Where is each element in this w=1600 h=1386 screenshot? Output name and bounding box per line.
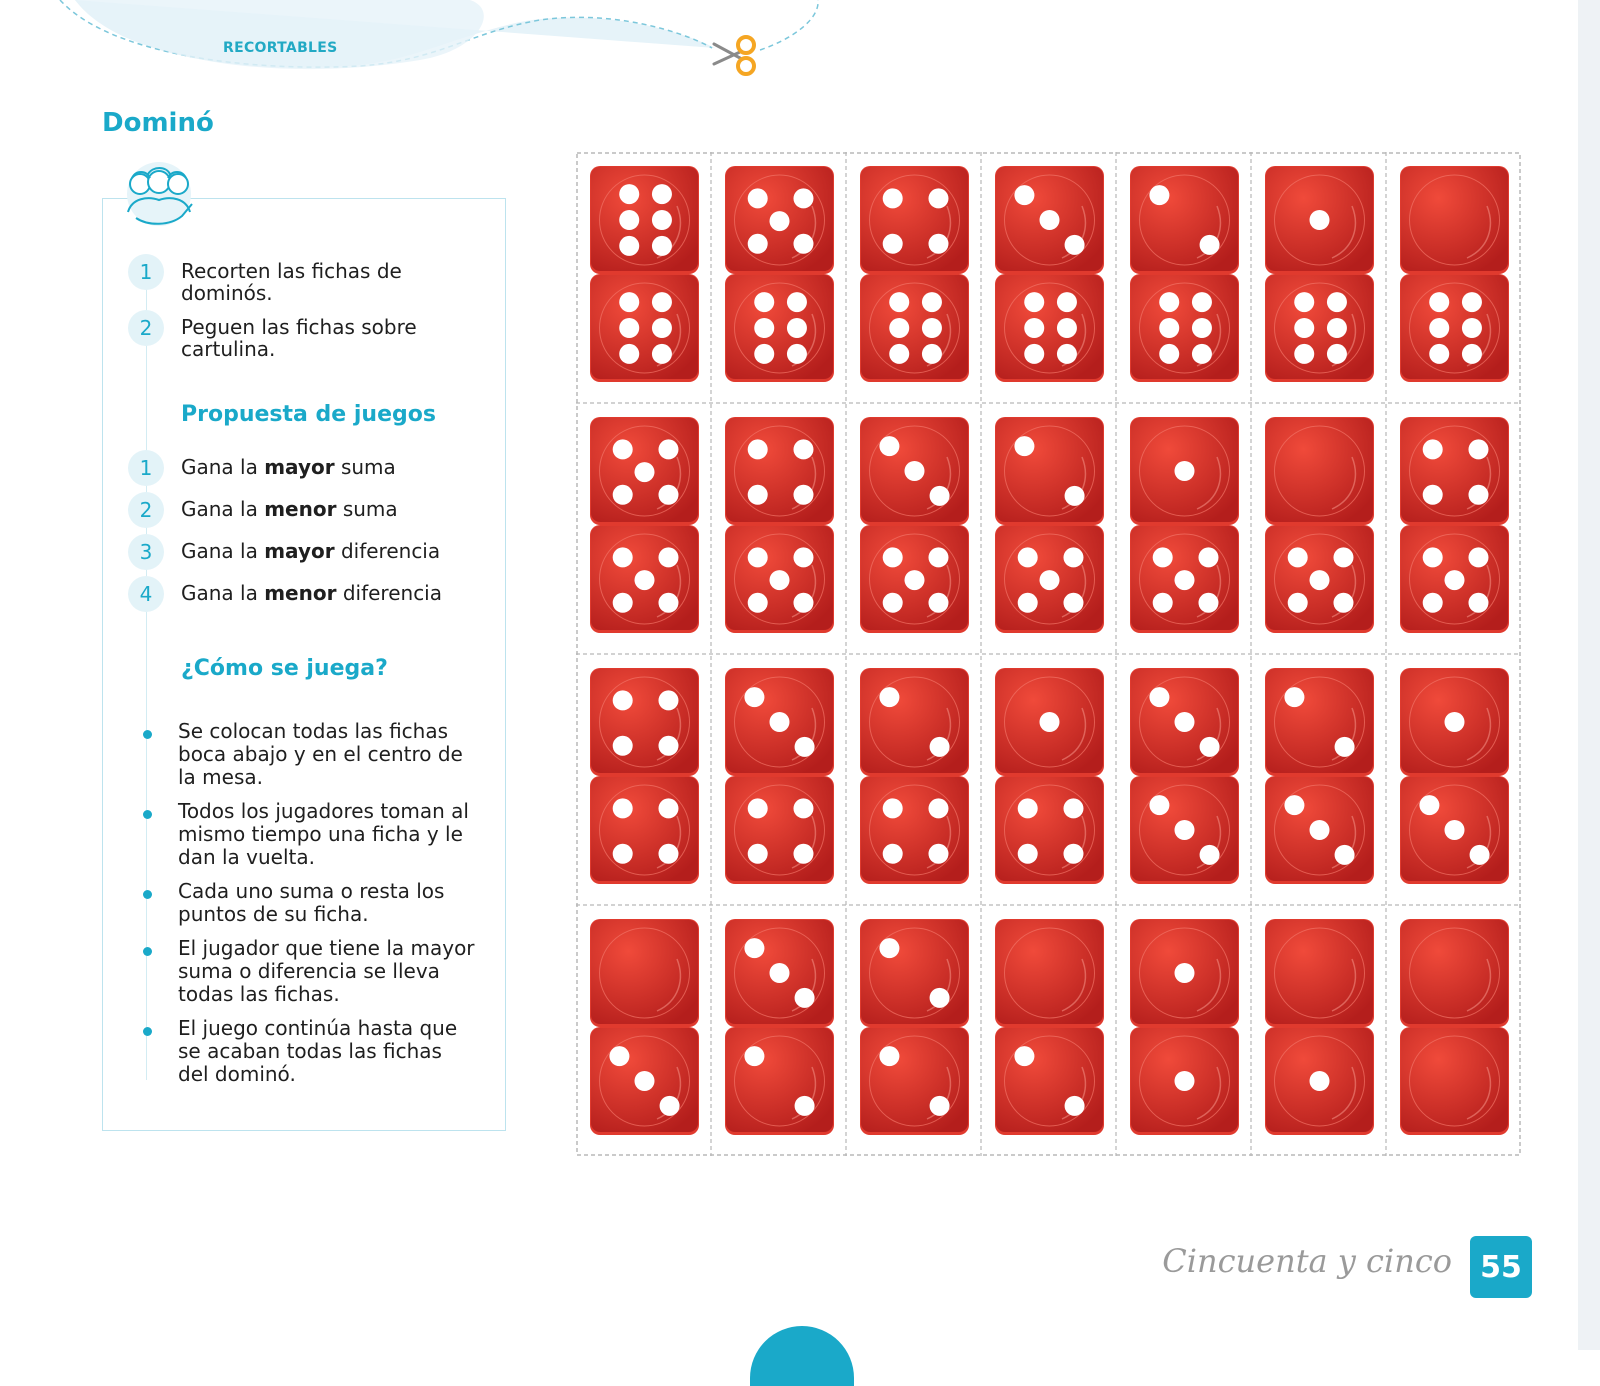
domino-pip xyxy=(1159,318,1179,338)
step-text: Peguen las fichas sobre cartulina. xyxy=(181,315,417,361)
domino-pip xyxy=(930,1096,950,1116)
domino-face xyxy=(726,1028,833,1132)
domino-pip xyxy=(1445,570,1465,590)
domino-face xyxy=(1401,418,1508,522)
domino-face xyxy=(861,275,968,379)
domino-pip xyxy=(1063,798,1083,818)
rule-bullet xyxy=(143,730,152,739)
domino-pip xyxy=(748,798,768,818)
domino-pip xyxy=(619,184,639,204)
domino-pip xyxy=(652,344,672,364)
scissors-icon xyxy=(710,34,758,78)
domino-face xyxy=(591,275,698,379)
domino-tile xyxy=(1400,668,1509,884)
domino-pip xyxy=(883,593,903,613)
domino-pip xyxy=(1018,844,1038,864)
domino-pip xyxy=(613,736,633,756)
domino-tile xyxy=(725,668,834,884)
domino-pip xyxy=(1040,570,1060,590)
domino-pip xyxy=(744,938,764,958)
domino-pip xyxy=(658,547,678,567)
step-number: 2 xyxy=(128,310,164,346)
domino-tile xyxy=(1265,919,1374,1135)
domino-pip xyxy=(748,844,768,864)
domino-tile xyxy=(725,919,834,1135)
domino-pip xyxy=(658,690,678,710)
domino-face xyxy=(591,167,698,271)
domino-pip xyxy=(928,798,948,818)
rule-bullet xyxy=(143,947,152,956)
domino-pip xyxy=(889,344,909,364)
page-number-words: Cincuenta y cinco xyxy=(1162,1242,1452,1280)
domino-pip xyxy=(795,1096,815,1116)
domino-face xyxy=(591,669,698,773)
domino-pip xyxy=(889,292,909,312)
domino-pip xyxy=(1065,1096,1085,1116)
game-text: Gana la mayor suma xyxy=(181,455,396,479)
domino-pip xyxy=(1462,318,1482,338)
domino-pip xyxy=(613,690,633,710)
domino-pip xyxy=(928,547,948,567)
domino-tile xyxy=(1265,166,1374,382)
domino-pip xyxy=(1335,845,1355,865)
domino-pip xyxy=(1198,593,1218,613)
domino-pip xyxy=(928,844,948,864)
domino-pip xyxy=(1310,1071,1330,1091)
domino-pip xyxy=(1175,712,1195,732)
step-text: Recorten las fichas de dominós. xyxy=(181,259,402,305)
domino-face xyxy=(1266,920,1373,1024)
domino-pip xyxy=(1294,318,1314,338)
domino-pip xyxy=(652,210,672,230)
domino-pip xyxy=(748,547,768,567)
domino-pip xyxy=(928,188,948,208)
domino-pip xyxy=(1284,687,1304,707)
domino-pip xyxy=(922,318,942,338)
domino-pip xyxy=(1445,712,1465,732)
children-group-icon xyxy=(118,160,200,232)
domino-pip xyxy=(658,593,678,613)
domino-pip xyxy=(748,234,768,254)
domino-pip xyxy=(652,292,672,312)
domino-pip xyxy=(1024,344,1044,364)
domino-pip xyxy=(1149,185,1169,205)
rule-bullet xyxy=(143,1027,152,1036)
domino-pip xyxy=(658,485,678,505)
domino-pip xyxy=(1065,486,1085,506)
how-to-play-heading: ¿Cómo se juega? xyxy=(181,656,388,681)
domino-tile xyxy=(1265,417,1374,633)
domino-pip xyxy=(1018,593,1038,613)
domino-pip xyxy=(905,570,925,590)
rule-text: El jugador que tiene la mayor suma o diferencia se lleva todas las fichas. xyxy=(178,936,475,1006)
domino-pip xyxy=(1423,547,1443,567)
domino-pip xyxy=(793,234,813,254)
domino-pip xyxy=(652,236,672,256)
domino-pip xyxy=(1159,344,1179,364)
domino-pip xyxy=(1175,820,1195,840)
domino-pip xyxy=(1192,318,1212,338)
domino-pip xyxy=(1198,547,1218,567)
domino-pip xyxy=(1153,593,1173,613)
section-label: RECORTABLES xyxy=(223,40,338,56)
domino-pip xyxy=(619,292,639,312)
domino-pip xyxy=(1333,593,1353,613)
domino-pip xyxy=(1310,570,1330,590)
domino-pip xyxy=(1327,344,1347,364)
domino-pip xyxy=(1288,593,1308,613)
domino-pip xyxy=(1024,318,1044,338)
domino-face xyxy=(1266,669,1373,773)
domino-pip xyxy=(748,188,768,208)
game-text: Gana la menor diferencia xyxy=(181,581,442,605)
domino-pip xyxy=(922,292,942,312)
domino-pip xyxy=(883,188,903,208)
domino-face xyxy=(861,1028,968,1132)
domino-pip xyxy=(795,988,815,1008)
domino-pip xyxy=(905,461,925,481)
domino-pip xyxy=(1468,593,1488,613)
domino-pip xyxy=(1429,292,1449,312)
domino-face xyxy=(591,777,698,881)
domino-face xyxy=(861,669,968,773)
domino-pip xyxy=(635,462,655,482)
domino-pip xyxy=(1284,795,1304,815)
domino-pip xyxy=(635,1071,655,1091)
domino-tile xyxy=(725,417,834,633)
domino-pip xyxy=(793,188,813,208)
domino-face xyxy=(996,1028,1103,1132)
domino-tile xyxy=(1130,668,1239,884)
domino-pip xyxy=(1294,344,1314,364)
domino-pip xyxy=(883,844,903,864)
step-number: 1 xyxy=(128,254,164,290)
domino-pip xyxy=(1429,318,1449,338)
domino-pip xyxy=(613,798,633,818)
domino-pip xyxy=(930,988,950,1008)
domino-pip xyxy=(930,737,950,757)
domino-face xyxy=(1401,1028,1508,1132)
domino-tile xyxy=(590,417,699,633)
domino-pip xyxy=(1149,795,1169,815)
domino-pip xyxy=(770,570,790,590)
domino-face xyxy=(591,920,698,1024)
game-number: 4 xyxy=(128,576,164,612)
domino-pip xyxy=(889,318,909,338)
domino-pip xyxy=(1200,737,1220,757)
domino-pip xyxy=(748,485,768,505)
domino-tile xyxy=(860,668,969,884)
domino-pip xyxy=(1310,210,1330,230)
domino-face xyxy=(861,920,968,1024)
domino-pip xyxy=(1063,844,1083,864)
domino-pip xyxy=(1288,547,1308,567)
domino-tile xyxy=(1265,668,1374,884)
domino-face xyxy=(996,275,1103,379)
domino-face xyxy=(861,777,968,881)
domino-pip xyxy=(928,234,948,254)
domino-pip xyxy=(795,737,815,757)
domino-pip xyxy=(1040,712,1060,732)
domino-face xyxy=(996,920,1103,1024)
domino-pip xyxy=(1057,344,1077,364)
game-text: Gana la mayor diferencia xyxy=(181,539,441,563)
domino-tile xyxy=(1130,919,1239,1135)
domino-pip xyxy=(1445,820,1465,840)
domino-pip xyxy=(754,318,774,338)
domino-tile xyxy=(725,166,834,382)
rule-text: Cada uno suma o resta los puntos de su ficha. xyxy=(178,879,445,926)
domino-pip xyxy=(1335,737,1355,757)
panel-guide-line xyxy=(146,268,147,1080)
domino-tile xyxy=(860,166,969,382)
domino-face xyxy=(1131,275,1238,379)
domino-tile xyxy=(995,919,1104,1135)
domino-pip xyxy=(770,712,790,732)
domino-pip xyxy=(1192,344,1212,364)
rule-text: Se colocan todas las fichas boca abajo y en el centro de la mesa. xyxy=(178,719,463,789)
domino-pip xyxy=(619,318,639,338)
domino-pip xyxy=(613,547,633,567)
domino-pip xyxy=(748,439,768,459)
domino-pip xyxy=(793,593,813,613)
domino-pip xyxy=(1327,318,1347,338)
domino-pip xyxy=(1175,461,1195,481)
domino-tile xyxy=(1130,166,1239,382)
game-number: 2 xyxy=(128,492,164,528)
domino-pip xyxy=(658,844,678,864)
domino-pip xyxy=(652,318,672,338)
domino-face xyxy=(1401,275,1508,379)
domino-pip xyxy=(1200,235,1220,255)
domino-pip xyxy=(613,439,633,459)
domino-pip xyxy=(1333,547,1353,567)
domino-pip xyxy=(883,798,903,818)
domino-pip xyxy=(1200,845,1220,865)
domino-face xyxy=(996,418,1103,522)
domino-pip xyxy=(1468,547,1488,567)
domino-pip xyxy=(787,344,807,364)
domino-pip xyxy=(793,798,813,818)
domino-pip xyxy=(1024,292,1044,312)
rule-text: El juego continúa hasta que se acaban todas las fichas del dominó. xyxy=(178,1016,458,1086)
page-number-badge: 55 xyxy=(1470,1236,1532,1298)
domino-pip xyxy=(1470,845,1490,865)
domino-pip xyxy=(1063,593,1083,613)
domino-pip xyxy=(1040,210,1060,230)
domino-pip xyxy=(787,292,807,312)
domino-pip xyxy=(658,736,678,756)
page-edge-strip xyxy=(1578,0,1600,1350)
domino-pip xyxy=(930,486,950,506)
domino-tile xyxy=(1400,166,1509,382)
domino-pip xyxy=(879,938,899,958)
domino-pip xyxy=(635,570,655,590)
domino-pip xyxy=(1192,292,1212,312)
domino-pip xyxy=(1159,292,1179,312)
domino-pip xyxy=(1014,1046,1034,1066)
domino-tile xyxy=(860,417,969,633)
domino-pip xyxy=(1423,593,1443,613)
domino-face xyxy=(1266,418,1373,522)
games-heading: Propuesta de juegos xyxy=(181,402,436,427)
domino-pip xyxy=(1429,344,1449,364)
domino-pip xyxy=(879,1046,899,1066)
domino-face xyxy=(1401,167,1508,271)
domino-pip xyxy=(879,436,899,456)
domino-pip xyxy=(1153,547,1173,567)
domino-pip xyxy=(1014,436,1034,456)
domino-pip xyxy=(613,485,633,505)
domino-pip xyxy=(793,547,813,567)
domino-pip xyxy=(1014,185,1034,205)
domino-pip xyxy=(1175,1071,1195,1091)
domino-pip xyxy=(1423,485,1443,505)
domino-pip xyxy=(770,211,790,231)
domino-tile xyxy=(1400,919,1509,1135)
rule-bullet xyxy=(143,810,152,819)
domino-pip xyxy=(613,593,633,613)
domino-pip xyxy=(1175,570,1195,590)
domino-tile xyxy=(995,417,1104,633)
domino-pip xyxy=(652,184,672,204)
domino-pip xyxy=(879,687,899,707)
domino-pip xyxy=(1468,439,1488,459)
domino-pip xyxy=(1018,547,1038,567)
game-number: 1 xyxy=(128,450,164,486)
domino-pip xyxy=(1462,344,1482,364)
domino-pip xyxy=(1419,795,1439,815)
game-number: 3 xyxy=(128,534,164,570)
domino-tile xyxy=(1130,417,1239,633)
domino-pip xyxy=(1327,292,1347,312)
domino-pip xyxy=(787,318,807,338)
domino-face xyxy=(726,777,833,881)
domino-tile xyxy=(590,919,699,1135)
domino-pip xyxy=(883,234,903,254)
domino-pip xyxy=(658,798,678,818)
domino-pip xyxy=(658,439,678,459)
domino-pip xyxy=(1175,963,1195,983)
domino-face xyxy=(726,275,833,379)
domino-pip xyxy=(619,236,639,256)
domino-pip xyxy=(883,547,903,567)
domino-face xyxy=(996,777,1103,881)
domino-pip xyxy=(609,1046,629,1066)
domino-pip xyxy=(1462,292,1482,312)
domino-tile xyxy=(860,919,969,1135)
domino-pip xyxy=(744,1046,764,1066)
domino-face xyxy=(726,418,833,522)
domino-pip xyxy=(1018,798,1038,818)
domino-pip xyxy=(1063,547,1083,567)
domino-pip xyxy=(744,687,764,707)
rule-bullet xyxy=(143,890,152,899)
domino-tile xyxy=(995,166,1104,382)
domino-pip xyxy=(1310,820,1330,840)
domino-pip xyxy=(1468,485,1488,505)
domino-pip xyxy=(1294,292,1314,312)
domino-pip xyxy=(770,963,790,983)
domino-pip xyxy=(793,439,813,459)
domino-tile xyxy=(1400,417,1509,633)
domino-pip xyxy=(754,292,774,312)
domino-pip xyxy=(922,344,942,364)
domino-pip xyxy=(1423,439,1443,459)
domino-tile xyxy=(590,166,699,382)
page-title: Dominó xyxy=(102,108,214,138)
domino-face xyxy=(1401,920,1508,1024)
domino-pip xyxy=(619,344,639,364)
domino-pip xyxy=(1149,687,1169,707)
domino-pip xyxy=(1057,292,1077,312)
domino-pip xyxy=(748,593,768,613)
game-text: Gana la menor suma xyxy=(181,497,398,521)
domino-pip xyxy=(660,1096,680,1116)
domino-pip xyxy=(793,844,813,864)
domino-pip xyxy=(793,485,813,505)
domino-face xyxy=(861,167,968,271)
domino-pip xyxy=(1065,235,1085,255)
domino-face xyxy=(1131,167,1238,271)
rule-text: Todos los jugadores toman al mismo tiempo una ficha y le dan la vuelta. xyxy=(178,799,469,869)
domino-pip xyxy=(613,844,633,864)
domino-tile xyxy=(590,668,699,884)
domino-tile xyxy=(995,668,1104,884)
domino-pip xyxy=(1057,318,1077,338)
domino-pip xyxy=(928,593,948,613)
domino-face xyxy=(1266,275,1373,379)
domino-pip xyxy=(754,344,774,364)
domino-pip xyxy=(619,210,639,230)
domino-grid xyxy=(576,152,1522,1156)
bottom-decoration xyxy=(750,1326,854,1386)
